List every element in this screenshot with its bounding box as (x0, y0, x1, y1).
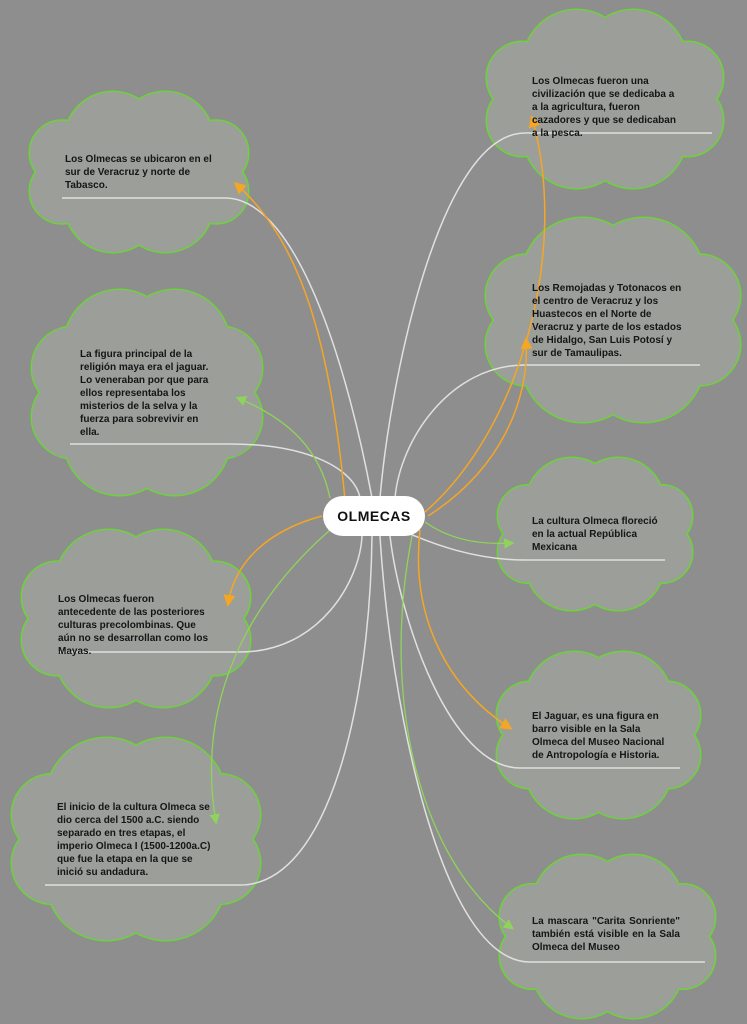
arrow-orange (418, 530, 510, 728)
node-remojadas[interactable]: Los Remojadas y Totonacos en el centro de Veracruz y los Huastecos en el Norte de Veracruz y parte de los estados de Hidalgo, San Luis Potosí y sur de Tamaulipas. (532, 283, 682, 359)
node-jaguar-barro[interactable]: El Jaguar, es una figura en barro visible en la Sala Olmeca del Museo Nacional de Antropología e Historia. (532, 711, 665, 761)
arrow-green (401, 536, 512, 928)
node-mascara[interactable]: La mascara "Carita Sonriente" también está visible en la Sala Olmeca del Museo (532, 916, 680, 953)
central-topic-label: OLMECAS (337, 508, 411, 524)
node-ubicacion[interactable]: Los Olmecas se ubicaron en el sur de Veracruz y norte de Tabasco. (65, 154, 212, 191)
node-agricultura[interactable]: Los Olmecas fueron una civilización que se dedicaba a a la agricultura, fueron cazadores y que se dedicaban a la pesca. (532, 76, 676, 139)
node-antecedente[interactable]: Los Olmecas fueron antecedente de las posteriores culturas precolombinas. Que aún no se desarrollan como los Mayas. (58, 594, 209, 657)
node-jaguar-religion[interactable]: La figura principal de la religión maya era el jaguar. Lo veneraban por que para ellos representaba los misterios de la selva y la fuerza para sobrevivir en ella. (80, 349, 209, 438)
node-floreci[interactable]: La cultura Olmeca floreció en la actual República Mexicana (532, 516, 658, 553)
central-topic-node[interactable] (323, 496, 425, 536)
node-inicio-cultura[interactable]: El inicio de la cultura Olmeca se dio cerca del 1500 a.C. siendo separado en tres etapas, el imperio Olmeca I (1500-1200a.C) que fue la etapa en la que se inició su andadura. (57, 802, 211, 878)
